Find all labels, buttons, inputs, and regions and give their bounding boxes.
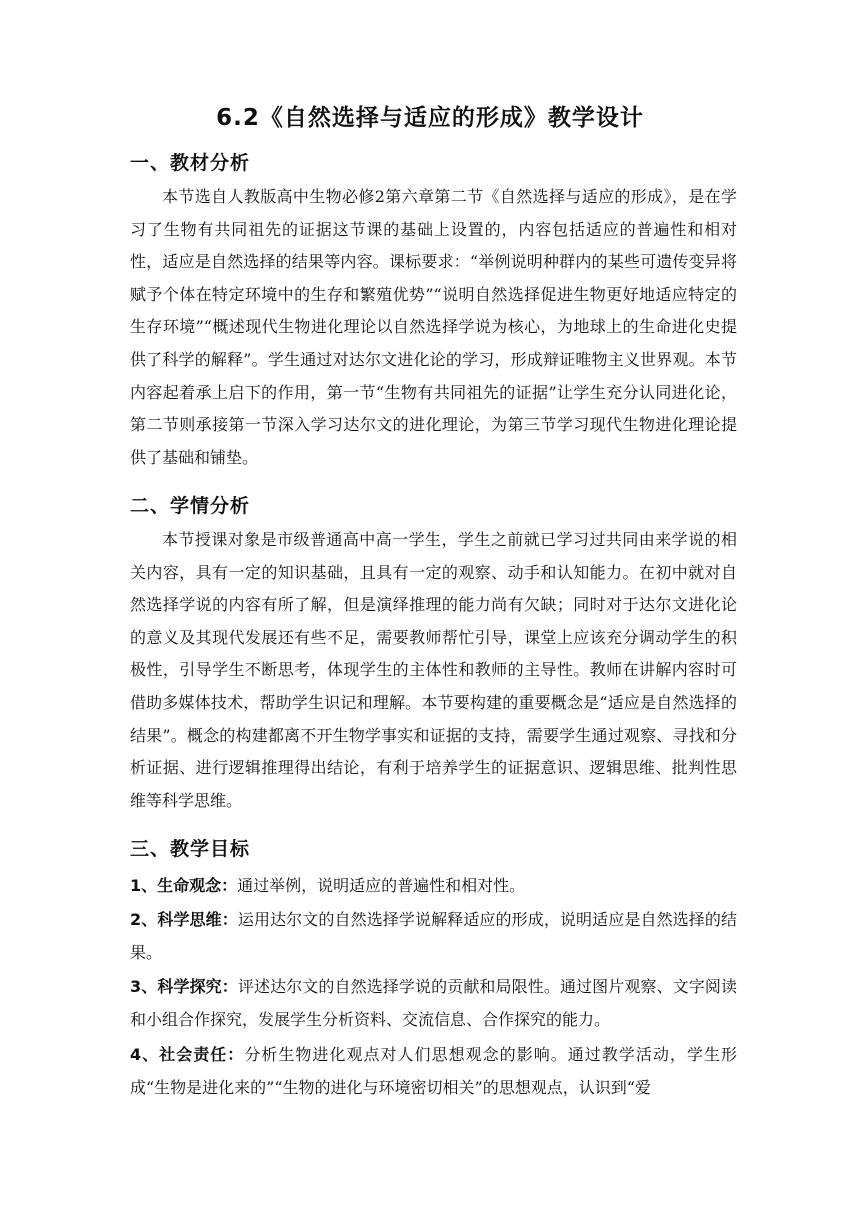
goal-item — [130, 1038, 737, 1104]
goal-text: 通过举例，说明适应的普遍性和相对性。 — [237, 876, 526, 895]
student-analysis-paragraph: 本节授课对象是市级普通高中高一学生，学生之前就已学习过共同由来学说的相关内容，具有一定的知识基础，且具有一定的观察、动手和认知能力。在初中就对自然选择学说的内容有所了解，但是演绎推理的能力尚有欠缺；同时对于达尔文进化论的意义及其现代发展还有些不足，需要教师帮忙引导，课堂上应该充分调动学生的积极性，引导学生不断思考，体现学生的主体性和教师的主导性。教师在讲解内容时可借助多媒体技术，帮助学生识记和理解。本节要构建的重要概念是“适应是自然选择的结果”。概念的构建都离不开生物学事实和证据的支持，需要学生通过观察、寻找和分析证据、进行逻辑推理得出结论，有利于培养学生的证据意识、逻辑思维、批判性思维等科学思维。 — [130, 530, 737, 810]
goal-item — [130, 869, 737, 902]
section-heading-textbook-analysis: 一、教材分析 — [130, 152, 251, 174]
goal-label: 1、生命观念： — [130, 876, 238, 895]
goal-text: 评述达尔文的自然选择学说的贡献和局限性。通过图片观察、文字阅读和小组合作探究，发展学生分析资料、交流信息、合作探究的能力。 — [130, 977, 737, 1029]
textbook-analysis-paragraph: 本节选自人教版高中生物必修2第六章第二节《自然选择与适应的形成》，是在学习了生物有共同祖先的证据这节课的基础上设置的，内容包括适应的普遍性和相对性，适应是自然选择的结果等内容。课标要求：“举例说明种群内的某些可遗传变异将赋予个体在特定环境中的生存和繁殖优势”“说明自然选择促进生物更好地适应特定的生存环境”“概述现代生物进化理论以自然选择学说为核心，为地球上的生命进化史提供了科学的解释”。学生通过对达尔文进化论的学习，形成辩证唯物主义世界观。本节内容起着承上启下的作用，第一节“生物有共同祖先的证据”让学生充分认同进化论，第二节则承接第一节深入学习达尔文的进化理论，为第三节学习现代生物进化理论提供了基础和铺垫。 — [130, 187, 737, 467]
goal-label: 2、科学思维： — [130, 910, 238, 929]
document-title: 6.2《自然选择与适应的形成》教学设计 — [216, 105, 644, 131]
goal-label: 3、科学探究： — [130, 977, 238, 996]
goal-item — [130, 970, 737, 1036]
section-heading-student-analysis: 二、学情分析 — [130, 495, 251, 517]
goal-text: 分析生物进化观点对人们思想观念的影响。通过教学活动，学生形成“生物是进化来的”“生物的进化与环境密切相关”的思想观点，认识到“爱 — [130, 1045, 737, 1097]
goal-text: 运用达尔文的自然选择学说解释适应的形成，说明适应是自然选择的结果。 — [130, 910, 737, 962]
goal-item — [130, 903, 737, 969]
goal-label: 4、社会责任： — [130, 1045, 245, 1064]
section-heading-teaching-goals: 三、教学目标 — [130, 838, 251, 860]
